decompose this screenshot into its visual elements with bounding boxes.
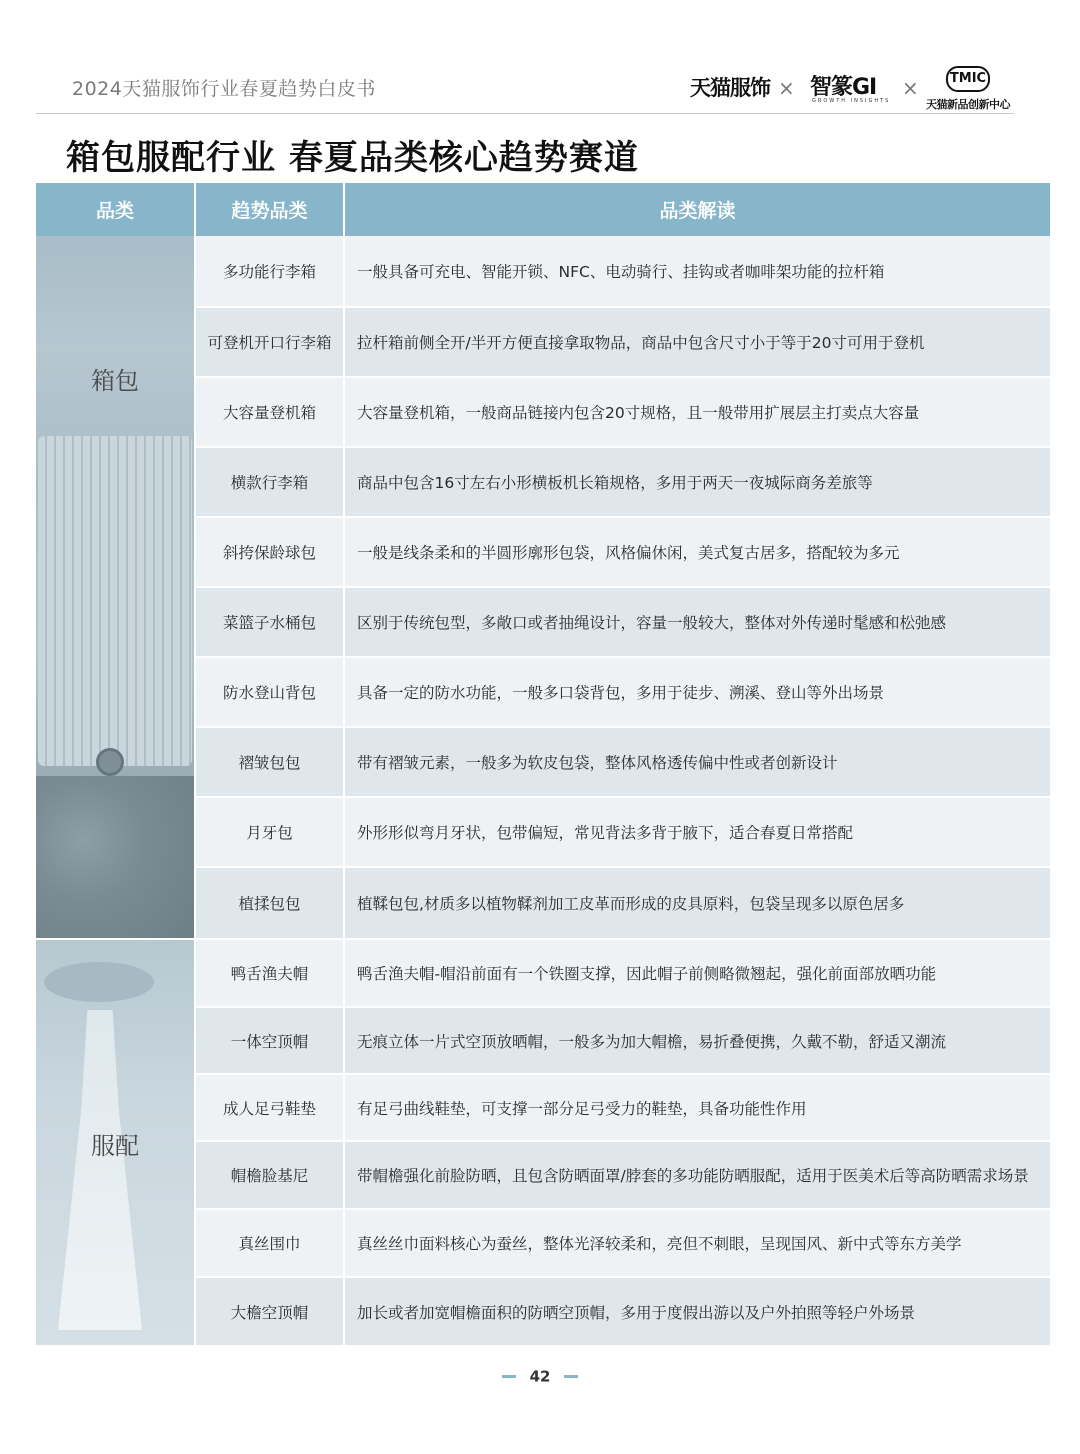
interpretation-cell: 有足弓曲线鞋垫，可支撑一部分足弓受力的鞋垫，具备功能性作用 — [345, 1075, 1050, 1140]
trend-category-cell: 一体空顶帽 — [196, 1008, 343, 1073]
header-cell-category: 品类 — [36, 183, 194, 236]
logo-separator: × — [778, 76, 795, 100]
group-cell-accessories — [36, 940, 194, 1345]
table-row — [196, 728, 1050, 796]
table-row — [196, 868, 1050, 938]
trend-category-cell: 鸭舌渔夫帽 — [196, 940, 343, 1006]
footer-dash-left — [502, 1375, 516, 1378]
trend-category-cell: 真丝围巾 — [196, 1210, 343, 1276]
interpretation-cell: 拉杆箱前侧全开/半开方便直接拿取物品，商品中包含尺寸小于等于20寸可用于登机 — [345, 308, 1050, 376]
table-row — [196, 1142, 1050, 1208]
trend-category-cell: 斜挎保龄球包 — [196, 518, 343, 586]
interpretation-cell: 商品中包含16寸左右小形横板机长箱规格，多用于两天一夜城际商务差旅等 — [345, 448, 1050, 516]
woman-dress-image — [58, 1010, 142, 1330]
table-row — [196, 1075, 1050, 1140]
interpretation-cell: 鸭舌渔夫帽-帽沿前面有一个铁圈支撑，因此帽子前侧略微翘起，强化前面部放晒功能 — [345, 940, 1050, 1006]
suitcase-wheel-image — [96, 748, 124, 776]
interpretation-cell: 具备一定的防水功能，一般多口袋背包，多用于徒步、溯溪、登山等外出场景 — [345, 658, 1050, 726]
trend-category-cell: 可登机开口行李箱 — [196, 308, 343, 376]
interpretation-cell: 一般是线条柔和的半圆形廓形包袋，风格偏休闲，美式复古居多，搭配较为多元 — [345, 518, 1050, 586]
header-cell-trend-category: 趋势品类 — [196, 183, 343, 236]
zhizhuan-gi-logo: 智篆GI — [810, 75, 877, 100]
ground-texture-image — [36, 776, 194, 938]
tmic-logo-subtitle: 天猫新品创新中心 — [926, 98, 1010, 111]
page-number: 42 — [529, 1367, 551, 1386]
trend-category-cell: 褶皱包包 — [196, 728, 343, 796]
trend-category-cell: 大容量登机箱 — [196, 378, 343, 446]
interpretation-cell: 加长或者加宽帽檐面积的防晒空顶帽，多用于度假出游以及户外拍照等轻户外场景 — [345, 1278, 1050, 1345]
header-divider — [36, 113, 1014, 114]
interpretation-cell: 植鞣包包,材质多以植物鞣剂加工皮革而形成的皮具原料，包袋呈现多以原色居多 — [345, 868, 1050, 938]
table-row — [196, 518, 1050, 586]
trend-category-cell: 菜篮子水桶包 — [196, 588, 343, 656]
table-row — [196, 308, 1050, 376]
interpretation-cell: 区别于传统包型，多敞口或者抽绳设计，容量一般较大，整体对外传递时髦感和松弛感 — [345, 588, 1050, 656]
sun-hat-image — [44, 962, 154, 1002]
interpretation-cell: 带有褶皱元素，一般多为软皮包袋，整体风格透传偏中性或者创新设计 — [345, 728, 1050, 796]
table-row — [196, 378, 1050, 446]
trend-category-cell: 月牙包 — [196, 798, 343, 866]
table-row — [196, 1008, 1050, 1073]
table-row — [196, 448, 1050, 516]
interpretation-cell: 无痕立体一片式空顶放晒帽，一般多为加大帽檐，易折叠便携，久戴不勒，舒适又潮流 — [345, 1008, 1050, 1073]
trend-category-cell: 植揉包包 — [196, 868, 343, 938]
tmall-fashion-logo: 天猫服饰 — [690, 76, 770, 100]
trend-category-cell: 成人足弓鞋垫 — [196, 1075, 343, 1140]
suitcase-image — [38, 436, 192, 766]
trend-category-cell: 防水登山背包 — [196, 658, 343, 726]
table-header-row — [36, 183, 1050, 236]
header-cell-interpretation: 品类解读 — [345, 183, 1050, 236]
logo-separator: × — [902, 76, 919, 100]
trend-category-cell: 多功能行李箱 — [196, 236, 343, 306]
table-row — [196, 236, 1050, 306]
interpretation-cell: 带帽檐强化前脸防晒，且包含防晒面罩/脖套的多功能防晒服配，适用于医美术后等高防晒需求场景 — [345, 1142, 1050, 1208]
group-label-accessories: 服配 — [91, 1132, 139, 1160]
table-row — [196, 588, 1050, 656]
group-label-bags: 箱包 — [91, 367, 139, 395]
footer-dash-right — [564, 1375, 578, 1378]
table-row — [196, 1278, 1050, 1345]
partner-logos — [690, 62, 1020, 114]
trend-category-cell: 横款行李箱 — [196, 448, 343, 516]
document-title: 2024天猫服饰行业春夏趋势白皮书 — [72, 78, 376, 100]
interpretation-cell: 外形形似弯月牙状，包带偏短，常见背法多背于腋下，适合春夏日常搭配 — [345, 798, 1050, 866]
table-row — [196, 940, 1050, 1006]
trend-category-cell: 大檐空顶帽 — [196, 1278, 343, 1345]
interpretation-cell: 一般具备可充电、智能开锁、NFC、电动骑行、挂钩或者咖啡架功能的拉杆箱 — [345, 236, 1050, 306]
zhizhuan-gi-logo-subtitle: GROWTH INSIGHTS — [812, 98, 891, 104]
trend-table — [36, 183, 1050, 1345]
page-footer — [0, 1366, 1080, 1386]
table-row — [196, 798, 1050, 866]
table-row — [196, 658, 1050, 726]
trend-category-cell: 帽檐脸基尼 — [196, 1142, 343, 1208]
interpretation-cell: 真丝丝巾面料核心为蚕丝，整体光泽较柔和，亮但不刺眼，呈现国风、新中式等东方美学 — [345, 1210, 1050, 1276]
page-title: 箱包服配行业 春夏品类核心趋势赛道 — [66, 138, 639, 178]
table-row — [196, 1210, 1050, 1276]
interpretation-cell: 大容量登机箱，一般商品链接内包含20寸规格，且一般带用扩展层主打卖点大容量 — [345, 378, 1050, 446]
group-cell-bags — [36, 236, 194, 938]
tmic-logo: TMIC — [946, 66, 990, 92]
